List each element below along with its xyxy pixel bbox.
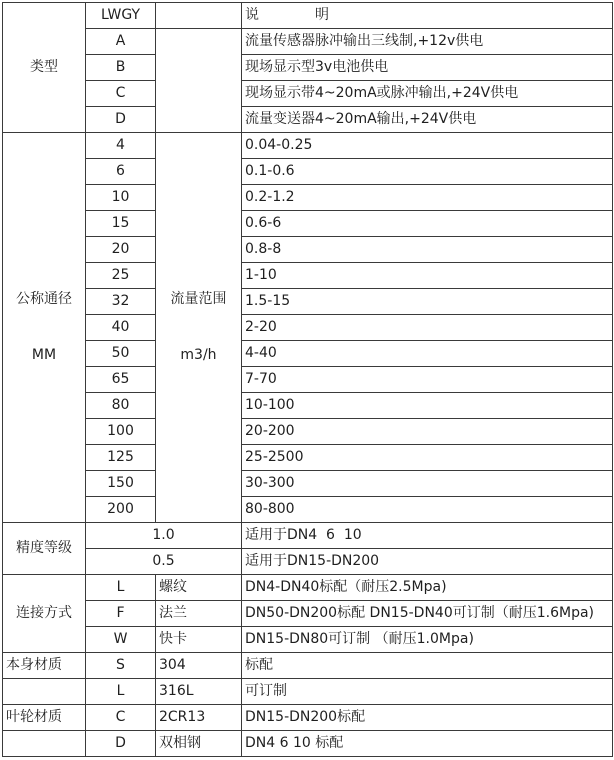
material-code-cell: D bbox=[86, 731, 156, 757]
body-material-section-label: 本身材质 bbox=[3, 653, 86, 679]
material-code-cell: C bbox=[86, 705, 156, 731]
connection-name-cell: 螺纹 bbox=[156, 575, 242, 601]
connection-code-cell: L bbox=[86, 575, 156, 601]
table-row bbox=[3, 419, 613, 445]
table-row bbox=[3, 107, 613, 133]
table-row bbox=[3, 81, 613, 107]
flow-range-label-line: m3/h bbox=[180, 346, 217, 363]
flow-range-cell: 0.8-8 bbox=[242, 237, 613, 263]
accuracy-desc-cell: 适用于DN15-DN200 bbox=[242, 549, 613, 575]
table-row bbox=[3, 653, 613, 679]
dn-cell: 100 bbox=[86, 419, 156, 445]
material-code-cell: L bbox=[86, 679, 156, 705]
flow-range-cell: 7-70 bbox=[242, 367, 613, 393]
header-empty-cell bbox=[156, 3, 242, 29]
flow-range-label-line: 流量范围 bbox=[170, 291, 227, 308]
dn-cell: 40 bbox=[86, 315, 156, 341]
material-name-cell: 2CR13 bbox=[156, 705, 242, 731]
dn-cell: 50 bbox=[86, 341, 156, 367]
table-row bbox=[3, 367, 613, 393]
flow-range-cell: 25-2500 bbox=[242, 445, 613, 471]
table-row bbox=[3, 705, 613, 731]
flow-range-label bbox=[156, 133, 242, 523]
table-row bbox=[3, 263, 613, 289]
table-row bbox=[3, 55, 613, 81]
type-desc-cell: 流量传感器脉冲输出三线制,+12v供电 bbox=[242, 29, 613, 55]
table-row bbox=[3, 445, 613, 471]
table-row bbox=[3, 393, 613, 419]
accuracy-value-cell: 1.0 bbox=[86, 523, 242, 549]
connection-section-label: 连接方式 bbox=[3, 575, 86, 653]
type-desc-cell: 现场显示型3v电池供电 bbox=[242, 55, 613, 81]
table-row bbox=[3, 185, 613, 211]
dn-cell: 20 bbox=[86, 237, 156, 263]
table-row bbox=[3, 237, 613, 263]
material-code-cell: S bbox=[86, 653, 156, 679]
material-name-cell: 316L bbox=[156, 679, 242, 705]
type-section-label: 类型 bbox=[3, 3, 86, 133]
accuracy-desc-cell: 适用于DN4 6 10 bbox=[242, 523, 613, 549]
table-row bbox=[3, 29, 613, 55]
body-material-empty-cell bbox=[3, 679, 86, 705]
type-desc-cell: 现场显示带4~20mA或脉冲输出,+24V供电 bbox=[242, 81, 613, 107]
table-row bbox=[3, 497, 613, 523]
material-desc-cell: 标配 bbox=[242, 653, 613, 679]
connection-code-cell: F bbox=[86, 601, 156, 627]
table-row bbox=[3, 211, 613, 237]
type-desc-cell: 流量变送器4~20mA输出,+24V供电 bbox=[242, 107, 613, 133]
table-row bbox=[3, 523, 613, 549]
material-desc-cell: DN4 6 10 标配 bbox=[242, 731, 613, 757]
type-code-cell: A bbox=[86, 29, 156, 55]
type-code-cell: B bbox=[86, 55, 156, 81]
table-row bbox=[3, 289, 613, 315]
flow-range-cell: 1-10 bbox=[242, 263, 613, 289]
spec-table bbox=[2, 2, 613, 757]
dn-cell: 32 bbox=[86, 289, 156, 315]
diameter-label-line: 公称通径 bbox=[16, 291, 72, 308]
dn-cell: 125 bbox=[86, 445, 156, 471]
flow-range-cell: 30-300 bbox=[242, 471, 613, 497]
flow-range-cell: 4-40 bbox=[242, 341, 613, 367]
material-name-cell: 双相钢 bbox=[156, 731, 242, 757]
material-desc-cell: 可订制 bbox=[242, 679, 613, 705]
connection-code-cell: W bbox=[86, 627, 156, 653]
accuracy-section-label: 精度等级 bbox=[3, 523, 86, 575]
table-row bbox=[3, 471, 613, 497]
type-code-cell: D bbox=[86, 107, 156, 133]
description-header-cell: 说 明 bbox=[242, 3, 613, 29]
flow-range-cell: 0.2-1.2 bbox=[242, 185, 613, 211]
dn-cell: 25 bbox=[86, 263, 156, 289]
connection-desc-cell: DN15-DN80可订制 （耐压1.0Mpa) bbox=[242, 627, 613, 653]
connection-desc-cell: DN50-DN200标配 DN15-DN40可订制（耐压1.6Mpa) bbox=[242, 601, 613, 627]
flow-range-cell: 10-100 bbox=[242, 393, 613, 419]
type-code-cell: C bbox=[86, 81, 156, 107]
table-row bbox=[3, 731, 613, 757]
dn-cell: 10 bbox=[86, 185, 156, 211]
material-desc-cell: DN15-DN200标配 bbox=[242, 705, 613, 731]
table-row bbox=[3, 601, 613, 627]
flow-range-cell: 20-200 bbox=[242, 419, 613, 445]
dn-cell: 200 bbox=[86, 497, 156, 523]
flow-range-cell: 0.04-0.25 bbox=[242, 133, 613, 159]
diameter-section-label bbox=[3, 133, 86, 523]
accuracy-value-cell: 0.5 bbox=[86, 549, 242, 575]
flow-range-cell: 1.5-15 bbox=[242, 289, 613, 315]
table-row bbox=[3, 549, 613, 575]
model-header-cell: LWGY bbox=[86, 3, 156, 29]
impeller-material-section-label: 叶轮材质 bbox=[3, 705, 86, 731]
dn-cell: 4 bbox=[86, 133, 156, 159]
flow-range-cell: 0.6-6 bbox=[242, 211, 613, 237]
table-row bbox=[3, 133, 613, 159]
dn-cell: 65 bbox=[86, 367, 156, 393]
flow-range-cell: 80-800 bbox=[242, 497, 613, 523]
connection-name-cell: 快卡 bbox=[156, 627, 242, 653]
dn-cell: 6 bbox=[86, 159, 156, 185]
dn-cell: 15 bbox=[86, 211, 156, 237]
flow-range-cell: 2-20 bbox=[242, 315, 613, 341]
connection-name-cell: 法兰 bbox=[156, 601, 242, 627]
material-name-cell: 304 bbox=[156, 653, 242, 679]
table-row bbox=[3, 3, 613, 29]
table-row bbox=[3, 315, 613, 341]
diameter-label-line: MM bbox=[31, 346, 57, 363]
table-row bbox=[3, 679, 613, 705]
table-row bbox=[3, 159, 613, 185]
flow-range-cell: 0.1-0.6 bbox=[242, 159, 613, 185]
table-row bbox=[3, 575, 613, 601]
dn-cell: 150 bbox=[86, 471, 156, 497]
table-row bbox=[3, 341, 613, 367]
dn-cell: 80 bbox=[86, 393, 156, 419]
impeller-material-empty-cell bbox=[3, 731, 86, 757]
table-row bbox=[3, 627, 613, 653]
connection-desc-cell: DN4-DN40标配（耐压2.5Mpa) bbox=[242, 575, 613, 601]
type-empty-cell bbox=[156, 29, 242, 133]
